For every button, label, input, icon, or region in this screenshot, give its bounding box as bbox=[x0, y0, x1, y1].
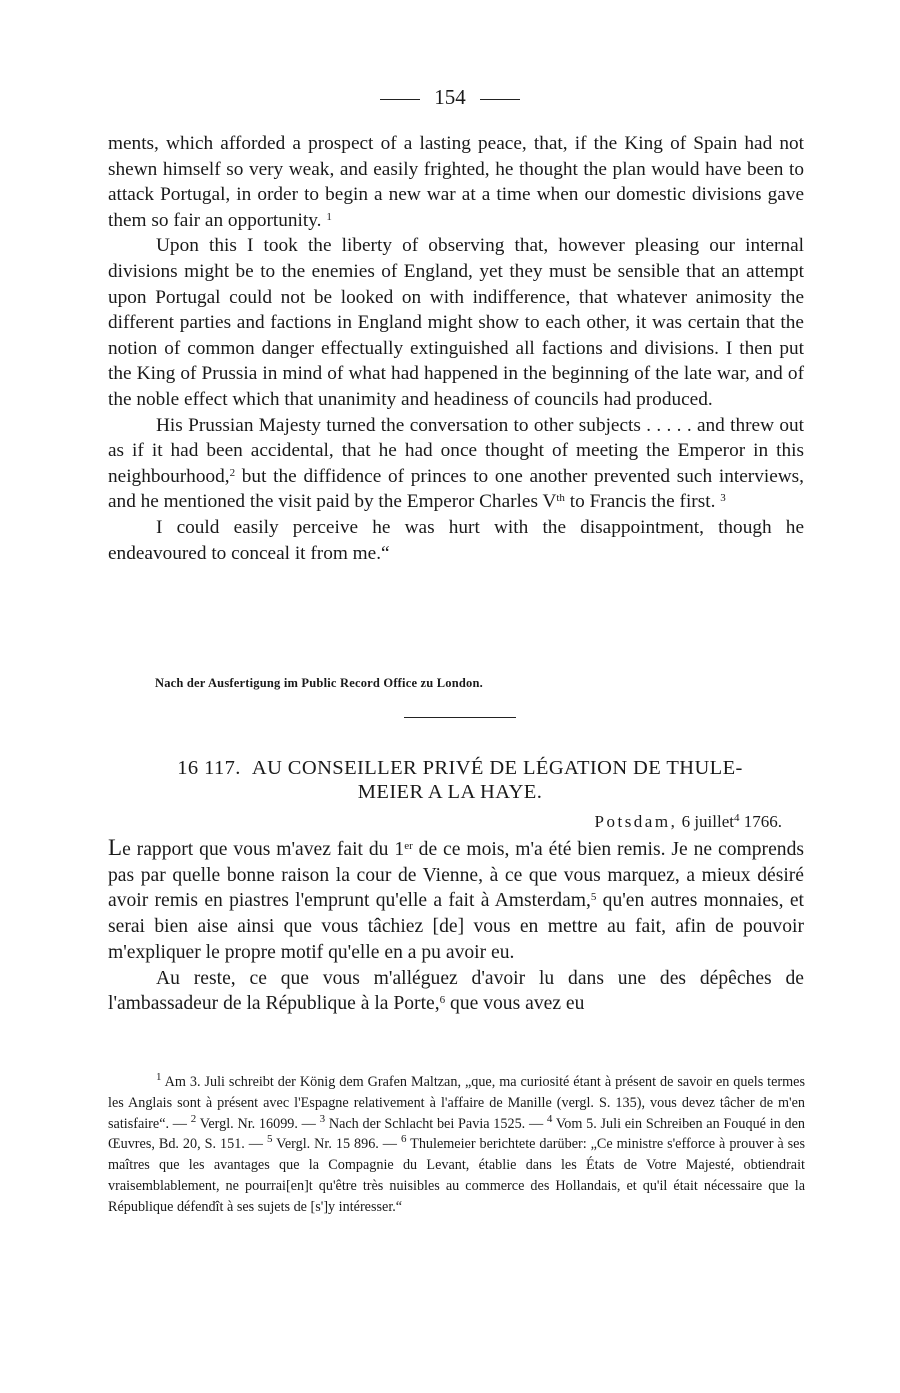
superscript: th bbox=[556, 492, 565, 505]
paragraph: I could easily perceive he was hurt with the disappointment, though he endeavoured to conceal it from me.“ bbox=[108, 516, 804, 564]
page-number-dash-right bbox=[480, 99, 520, 100]
source-note: Nach der Ausfertigung im Public Record Office zu London. bbox=[155, 676, 483, 690]
paragraph: ments, which afforded a prospect of a lasting peace, that, if the King of Spain had not shewn himself so very weak, and easily frighted, he thought the plan would have been to attack Portugal, in order to begin a new war at a time when our domestic divisions gave them so fair an opportunity. $^1$ bbox=[108, 133, 804, 231]
page-number: 154 bbox=[434, 85, 466, 109]
letter-heading bbox=[120, 756, 800, 780]
dateline-place: Potsdam, bbox=[594, 812, 678, 831]
footnote-mark: 5 bbox=[266, 1133, 273, 1146]
footnote-ref: 2 bbox=[229, 466, 236, 479]
dateline: Potsdam, 6 juillet$^4$ 1766. bbox=[594, 812, 782, 831]
footnote-mark: 6 bbox=[400, 1133, 407, 1146]
footnotes bbox=[108, 1072, 805, 1218]
footnote-mark: 2 bbox=[190, 1112, 197, 1125]
footnote-ref: 5 bbox=[590, 891, 597, 904]
letter-end-text bbox=[108, 131, 804, 566]
paragraph: Au reste, ce que vous m'alléguez d'avoir lu dans une des dépêches de l'ambassadeur de la République à la Porte,$^6$ que vous avez eu bbox=[108, 967, 804, 1015]
paragraph: Le rapport que vous m'avez fait du 1er de ce mois, m'a été bien remis. Je ne comprends pas par quelle bonne raison la cour de Vienne, à ce que vous marquez, a mieux désiré avoir remis en piastres l'emprunt qu'elle a fait à Amsterdam,$^5$ qu'en autres monnaies, et serai bien aise ainsi que vous tâchiez [de] vous en mettre au fait, afin de pouvoir m'expliquer le propre motif qu'elle en a pu avoir eu. bbox=[108, 835, 804, 963]
footnote-mark: 4 bbox=[546, 1112, 553, 1125]
footnote-text: $^1$ Am 3. Juli schreibt der König dem Grafen Maltzan, „que, ma curiosité étant à présent de savoir en quels termes les Anglais sont à présent avec l'Espagne relativement à l'affaire de Manille (vergl. S. 135), vous devez tâcher de m'en satisfaire“. — $^2$ Vergl. Nr. 16099. — $^3$ Nach der Schlacht bei Pavia 1525. — $^4$ Vom 5. Juli ein Schreiben an Fouqué in den Œuvres, Bd. 20, S. 151. — $^5$ Vergl. Nr. 15 896. — $^6$ Thulemeier berichtete darüber: „Ce ministre s'efforce à prouver à ses maîtres que les avantages que la Compagnie du Levant, établie dans les États de Votre Majesté, obtiendrait vraisemblablement, ne pourrai[en]t qu'être très nuisibles au commerce des Hollandais, et qu'il était nécessaire que la République défendît à ses sujets de [s']y intéresser.“ bbox=[108, 1071, 805, 1215]
footnote-ref: 1 bbox=[326, 210, 332, 223]
page-number-dash-left bbox=[380, 99, 420, 100]
letter-number: 16 117. bbox=[177, 757, 241, 779]
footnote-ref: 4 bbox=[734, 812, 740, 824]
footnote-mark: 1 bbox=[156, 1071, 162, 1083]
letter-title-line1: AU CONSEILLER PRIVÉ DE LÉGATION DE THULE- bbox=[251, 757, 743, 779]
footnote-ref: 6 bbox=[439, 994, 446, 1007]
letter-title-line2: MEIER A LA HAYE. bbox=[357, 781, 543, 803]
section-divider bbox=[404, 717, 516, 718]
letter-text bbox=[108, 835, 804, 1017]
page-number-line bbox=[0, 84, 900, 110]
initial-letter: L bbox=[108, 835, 123, 860]
footnote-mark: 3 bbox=[319, 1112, 326, 1125]
footnote-ref: 3 bbox=[720, 492, 726, 505]
paragraph: His Prussian Majesty turned the conversation to other subjects . . . . . and threw out as if it had been accidental, that he had once thought of meeting the Emperor in this neighbourhood,$^2$ but the diffidence of princes to one another prevented such interviews, and he mentioned the visit paid by the Emperor Charles Vth to Francis the first. $^3$ bbox=[108, 414, 804, 513]
superscript: er bbox=[404, 840, 413, 852]
paragraph: Upon this I took the liberty of observing that, however pleasing our internal divisions might be to the enemies of England, yet they must be sensible that an attempt upon Portugal could not be looked on with indifference, that whatever animosity the different parties and factions in England might show to each other, it was certain that the notion of common danger effectually extinguished all factions and divisions. I then put the King of Prussia in mind of what had happened in the beginning of the late war, and of the noble effect which that unanimity and headiness of councils had produced. bbox=[108, 235, 804, 410]
